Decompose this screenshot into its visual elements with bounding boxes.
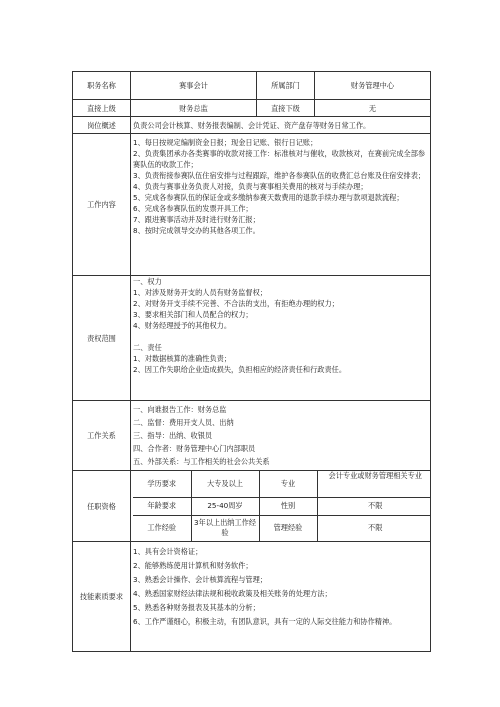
row-qualification xyxy=(73,471,431,542)
relations-label: 工作关系 xyxy=(73,401,131,471)
relation-item: 三、指导：出纳、收银员 xyxy=(133,431,213,440)
qualification-label: 任职资格 xyxy=(73,471,131,542)
major-label: 专业 xyxy=(259,471,317,497)
relation-item: 五、外部关系：与工作相关的社会公共关系 xyxy=(133,457,270,466)
row-authority xyxy=(73,276,431,401)
experience-label: 工作经验 xyxy=(133,515,191,541)
management-label: 管理经验 xyxy=(259,515,317,541)
gender-label: 性别 xyxy=(259,497,317,515)
gender-value: 不限 xyxy=(317,497,431,515)
authority-item: 3、要求相关部门和人员配合的权力； xyxy=(133,310,253,319)
authority-item: 2、因工作失职给企业造成损失，负担相应的经济责任和行政责任。 xyxy=(133,365,347,374)
skills-label: 技能素质要求 xyxy=(73,542,131,652)
relations-content xyxy=(131,401,431,471)
authority-item: 1、对数据核算的准确性负责； xyxy=(133,354,232,363)
authority-item xyxy=(133,331,428,342)
age-value: 25-40周岁 xyxy=(191,497,259,515)
duty-item: 2、负责集团承办各类赛事的收款对接工作：标准核对与催收，收款核对，在赛前完成全部参赛队伍的收款工作； xyxy=(133,149,426,169)
qualification-table xyxy=(133,471,431,541)
overview-label: 岗位概述 xyxy=(73,117,131,134)
relation-item: 二、监督：费用开支人员、出纳 xyxy=(133,418,234,427)
education-value: 大专及以上 xyxy=(191,471,259,497)
subordinate-label: 直接下级 xyxy=(257,100,315,117)
skill-item: 2、能够熟练使用计算机和财务软件； xyxy=(133,561,253,570)
row-duties xyxy=(73,134,431,276)
skills-content xyxy=(131,542,431,652)
duty-item: 5、完成各参赛队伍的保证金或多缴纳参赛天数费用的退款手续办理与款项退款流程； xyxy=(133,193,404,202)
authority-item: 1、对涉及财务开支的人员有财务监督权； xyxy=(133,288,267,297)
authority-item: 4、财务经理授予的其他权力。 xyxy=(133,321,232,330)
management-value: 不限 xyxy=(317,515,431,541)
authority-item: 一、权力 xyxy=(133,277,162,286)
relation-item: 一、向谁报告工作：财务总监 xyxy=(133,405,227,414)
department-label: 所属部门 xyxy=(257,72,315,100)
authority-item: 二、责任 xyxy=(133,343,162,352)
row-overview xyxy=(73,117,431,134)
skill-item: 5、熟悉各种财务报表及其基本的分析； xyxy=(133,603,260,612)
authority-content xyxy=(131,276,431,401)
subordinate-value: 无 xyxy=(315,100,431,117)
job-description-table xyxy=(72,71,431,652)
row-skills xyxy=(73,542,431,652)
duty-item: 4、负责与赛事业务负责人对接，负责与赛事相关费用的核对与手续办理； xyxy=(133,182,368,191)
education-label: 学历要求 xyxy=(133,471,191,497)
position-label: 职务名称 xyxy=(73,72,131,100)
skill-item: 4、熟悉国家财经法律法规和税收政策及相关账务的处理方法； xyxy=(133,589,332,598)
experience-value: 3年以上出纳工作经验 xyxy=(191,515,259,541)
duty-item: 7、跟进赛事活动并及时进行财务汇报； xyxy=(133,215,260,224)
duty-item: 8、按时完成领导交办的其他各项工作。 xyxy=(133,226,260,235)
duties-content xyxy=(131,134,431,276)
duty-item: 3、负责衔接参赛队伍住宿安排与过程跟踪，维护各参赛队伍的收费汇总台账及住宿安排表； xyxy=(133,171,426,180)
row-relations xyxy=(73,401,431,471)
skill-item: 1、具有会计资格证； xyxy=(133,547,203,556)
position-value: 赛事会计 xyxy=(131,72,257,100)
major-value: 会计专业或财务管理相关专业 xyxy=(317,471,431,497)
supervisor-label: 直接上级 xyxy=(73,100,131,117)
skill-item: 6、工作严谨细心，积极主动，有团队意识，具有一定的人际交往能力和协作精神。 xyxy=(133,617,397,626)
supervisor-value: 财务总监 xyxy=(131,100,257,117)
age-label: 年龄要求 xyxy=(133,497,191,515)
authority-label: 责权范围 xyxy=(73,276,131,401)
duty-item: 1、每日按规定编制资金日报；现金日记账、银行日记账； xyxy=(133,138,318,147)
row-supervisor xyxy=(73,100,431,117)
duty-item: 6、完成各参赛队伍的发票开具工作； xyxy=(133,204,253,213)
row-position xyxy=(73,72,431,100)
department-value: 财务管理中心 xyxy=(315,72,431,100)
overview-value: 负责公司会计核算、财务报表编制、会计凭证、资产盘存等财务日常工作。 xyxy=(131,117,431,134)
skill-item: 3、熟悉会计操作、会计核算流程与管理； xyxy=(133,575,267,584)
qualification-content xyxy=(131,471,431,542)
authority-item: 2、对财务开支手续不完善、不合法的支出，有拒绝办理的权力； xyxy=(133,299,339,308)
duties-label: 工作内容 xyxy=(73,134,131,276)
relation-item: 四、合作者：财务管理中心门内部职员 xyxy=(133,444,256,453)
